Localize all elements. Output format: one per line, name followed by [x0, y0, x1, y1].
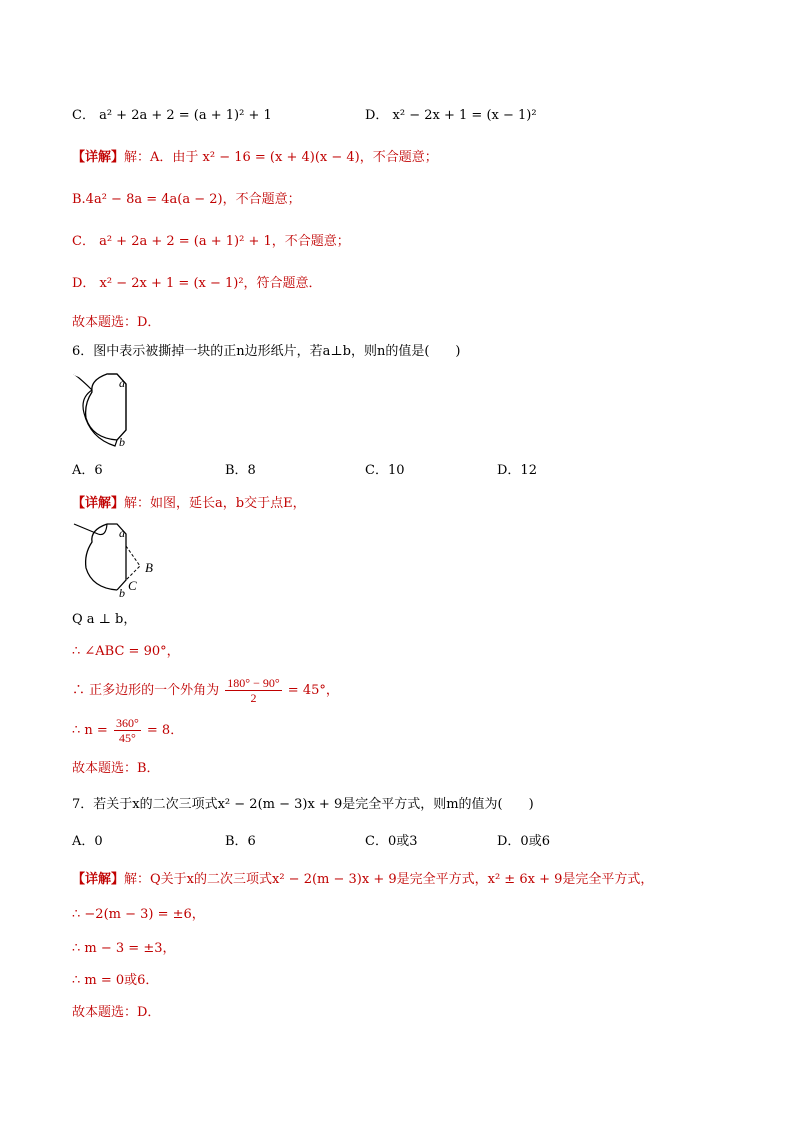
q7-solution-line-3: ∴ m − 3 = ±3， [72, 941, 176, 956]
q5-option-c: C． a² + 2a + 2 = (a + 1)² + 1 [72, 108, 272, 123]
q6-step-4-numerator: 360° [115, 716, 139, 730]
q6-solution-intro-text: 解：如图，延长a，b交于点E， [124, 496, 306, 511]
q5-option-d: D． x² − 2x + 1 = (x − 1)² [365, 108, 537, 123]
q7-option-d: D．0或6 [497, 834, 550, 849]
q6-step-2: ∴ ∠ABC = 90°， [72, 644, 180, 659]
q5-solution-line-2: B.4a² − 8a = 4a(a − 2)，不合题意； [72, 192, 301, 207]
q5-solution-text-1: 解：A．由于 x² − 16 = (x + 4)(x − 4)，不合题意； [124, 150, 438, 165]
q6-polygon-figure [70, 368, 140, 453]
detail-tag: 【详解】 [72, 872, 125, 887]
q7-stem: 7．若关于x的二次三项式x² − 2(m − 3)x + 9是完全平方式，则m的值为( ) [72, 797, 534, 812]
q6-solution-intro [72, 494, 306, 514]
q6-step-4-suffix: = 8． [146, 723, 184, 738]
detail-tag: 【详解】 [72, 150, 125, 165]
q7-solution-line-4: ∴ m = 0或6． [72, 973, 159, 988]
q6-step-1: Q a ⊥ b， [72, 612, 137, 627]
q6-step-3-denominator: 2 [250, 691, 257, 705]
fig-label-b: b [119, 435, 125, 449]
q6-option-c: C．10 [365, 463, 405, 478]
q6-step-4-fraction [114, 716, 141, 745]
q6-step-3 [72, 676, 339, 705]
q6-option-d: D．12 [497, 463, 537, 478]
q6-step-3-numerator: 180° − 90° [227, 676, 280, 690]
q6-step-4 [72, 716, 183, 745]
q6-solution-figure [70, 518, 170, 600]
fig2-label-b: b [119, 586, 125, 600]
fig2-label-C: C [128, 578, 137, 593]
q6-option-a: A．6 [72, 463, 103, 478]
q7-answer: 故本题选：D． [72, 1005, 161, 1020]
fig2-label-B: B [145, 560, 153, 575]
q6-stem: 6．图中表示被撕掉一块的正n边形纸片，若a⊥b，则n的值是( ) [72, 344, 461, 359]
fig2-label-a: a [119, 526, 125, 540]
q5-solution-line-4: D． x² − 2x + 1 = (x − 1)²，符合题意． [72, 276, 322, 291]
q5-answer: 故本题选：D． [72, 315, 161, 330]
q6-option-b: B．8 [225, 463, 256, 478]
fig-label-a: a [119, 376, 125, 390]
q6-step-3-prefix: ∴ 正多边形的一个外角为 [72, 683, 220, 698]
q6-step-3-fraction [225, 676, 281, 705]
detail-tag: 【详解】 [72, 496, 125, 511]
q6-step-4-denominator: 45° [118, 731, 136, 745]
q7-option-c: C．0或3 [365, 834, 418, 849]
q5-solution-line-3: C． a² + 2a + 2 = (a + 1)² + 1，不合题意； [72, 234, 350, 249]
q6-answer: 故本题选：B． [72, 761, 160, 776]
q5-solution-line-1 [72, 148, 438, 168]
q7-solution-line-2: ∴ −2(m − 3) = ±6， [72, 907, 205, 922]
q7-solution-line-1 [72, 870, 653, 890]
q7-option-b: B．6 [225, 834, 256, 849]
q6-step-3-suffix: = 45°， [287, 683, 339, 698]
q7-option-a: A．0 [72, 834, 103, 849]
q6-step-4-prefix: ∴ n = [72, 723, 108, 738]
q7-solution-text-1: 解：Q关于x的二次三项式x² − 2(m − 3)x + 9是完全平方式，x² ± 6x + 9是完全平方式， [124, 872, 654, 887]
